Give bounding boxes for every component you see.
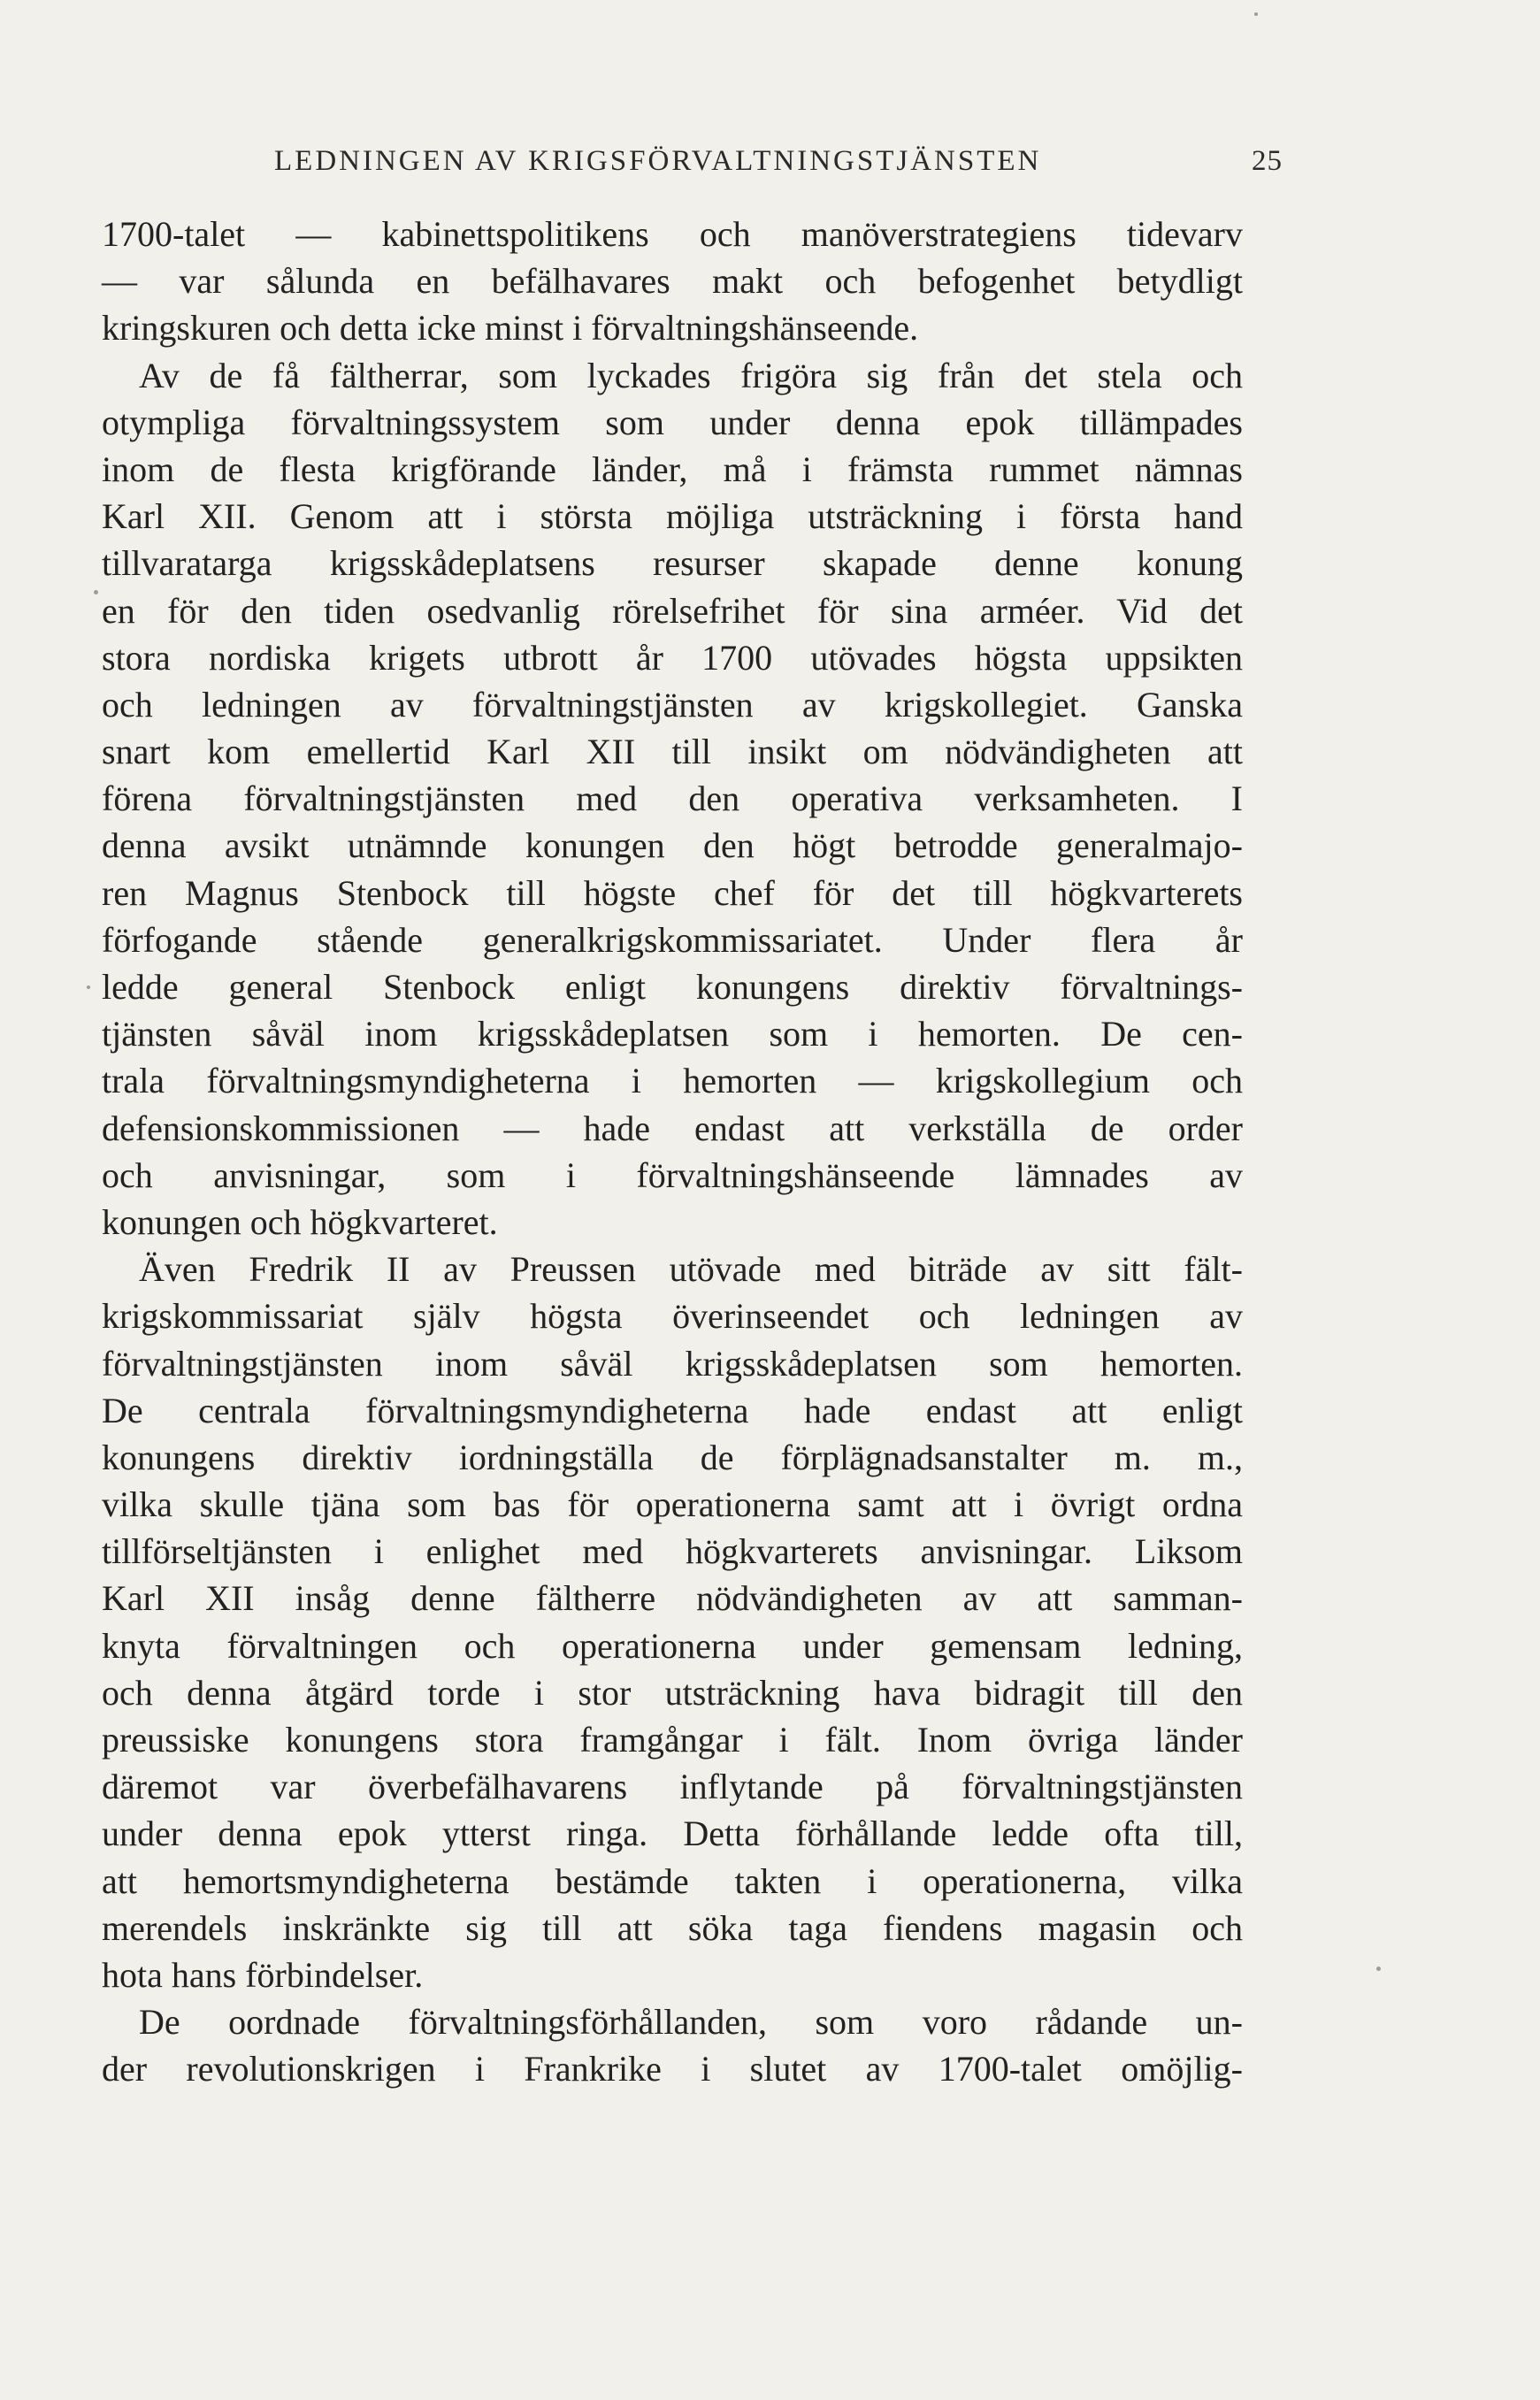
text-line: ren Magnus Stenbock till högste chef för det till högkvarterets xyxy=(102,872,1243,913)
text-line: denna avsikt utnämnde konungen den högt betrodde generalmajo- xyxy=(102,825,1243,866)
stray-mark xyxy=(1254,12,1258,16)
text-line: defensionskommissionen — hade endast att verkställa de order xyxy=(102,1108,1243,1148)
text-line: Karl XII insåg denne fältherre nödvändigheten av att samman- xyxy=(102,1578,1243,1619)
text-line: trala förvaltningsmyndigheterna i hemorten — krigskollegium och xyxy=(102,1061,1243,1101)
text-line: knyta förvaltningen och operationerna under gemensam ledning, xyxy=(102,1625,1243,1666)
text-line: att hemortsmyndigheterna bestämde takten i operationerna, vilka xyxy=(102,1860,1243,1901)
body-text xyxy=(102,211,1243,2093)
page-number: 25 xyxy=(1252,145,1283,177)
stray-mark xyxy=(87,985,90,989)
text-line: en för den tiden osedvanlig rörelsefrihet för sina arméer. Vid det xyxy=(102,590,1243,631)
running-head xyxy=(274,145,1283,178)
text-line: De centrala förvaltningsmyndigheterna hade endast att enligt xyxy=(102,1390,1243,1430)
text-line: förvaltningstjänsten inom såväl krigsskådeplatsen som hemorten. xyxy=(102,1343,1243,1384)
text-line: däremot var överbefälhavarens inflytande på förvaltningstjänsten xyxy=(102,1767,1243,1807)
text-line: Även Fredrik II av Preussen utövade med biträde av sitt fält- xyxy=(139,1249,1243,1290)
text-line: hota hans förbindelser. xyxy=(102,1954,424,1995)
text-line: Karl XII. Genom att i största möjliga utsträckning i första hand xyxy=(102,496,1243,537)
text-line: merendels inskränkte sig till att söka taga fiendens magasin och xyxy=(102,1907,1243,1948)
text-line: tillförseltjänsten i enlighet med högkvarterets anvisningar. Liksom xyxy=(102,1531,1243,1572)
stray-mark xyxy=(94,590,98,594)
text-line: konungens direktiv iordningställa de förplägnadsanstalter m. m., xyxy=(102,1437,1243,1477)
text-line: tillvaratarga krigsskådeplatsens resurser skapade denne konung xyxy=(102,543,1243,584)
text-line: kringskuren och detta icke minst i förvaltningshänseende. xyxy=(102,308,919,349)
text-line: inom de flesta krigförande länder, må i främsta rummet nämnas xyxy=(102,449,1243,489)
chapter-title: LEDNINGEN AV KRIGSFÖRVALTNINGSTJÄNSTEN xyxy=(274,145,1042,177)
text-line: ledde general Stenbock enligt konungens direktiv förvaltnings- xyxy=(102,967,1243,1007)
text-line: De oordnade förvaltningsförhållanden, som voro rådande un- xyxy=(139,2002,1243,2043)
text-line: och denna åtgärd torde i stor utsträckning hava bidragit till den xyxy=(102,1672,1243,1713)
text-line: — var sålunda en befälhavares makt och befogenhet betydligt xyxy=(102,261,1243,302)
text-line: förena förvaltningstjänsten med den operativa verksamheten. I xyxy=(102,778,1243,819)
stray-mark xyxy=(1376,1967,1381,1971)
text-line: och anvisningar, som i förvaltningshänseende lämnades av xyxy=(102,1154,1243,1195)
text-line: krigskommissariat själv högsta överinseendet och ledningen av xyxy=(102,1296,1243,1337)
text-line: otympliga förvaltningssystem som under denna epok tillämpades xyxy=(102,402,1243,442)
text-line: vilka skulle tjäna som bas för operationerna samt att i övrigt ordna xyxy=(102,1484,1243,1525)
text-line: stora nordiska krigets utbrott år 1700 utövades högsta uppsikten xyxy=(102,637,1243,678)
text-line: snart kom emellertid Karl XII till insikt om nödvändigheten att xyxy=(102,732,1243,772)
text-line: konungen och högkvarteret. xyxy=(102,1201,498,1242)
text-line: 1700-talet — kabinettspolitikens och manöverstrategiens tidevarv xyxy=(102,214,1243,254)
text-line: och ledningen av förvaltningstjänsten av krigskollegiet. Ganska xyxy=(102,684,1243,725)
text-line: preussiske konungens stora framgångar i fält. Inom övriga länder xyxy=(102,1720,1243,1760)
text-line: Av de få fältherrar, som lyckades frigöra sig från det stela och xyxy=(139,355,1243,395)
text-line: der revolutionskrigen i Frankrike i slutet av 1700-talet omöjlig- xyxy=(102,2049,1243,2089)
text-line: förfogande stående generalkrigskommissariatet. Under flera år xyxy=(102,919,1243,960)
text-line: under denna epok ytterst ringa. Detta förhållande ledde ofta till, xyxy=(102,1813,1243,1854)
text-line: tjänsten såväl inom krigsskådeplatsen som i hemorten. De cen- xyxy=(102,1014,1243,1054)
